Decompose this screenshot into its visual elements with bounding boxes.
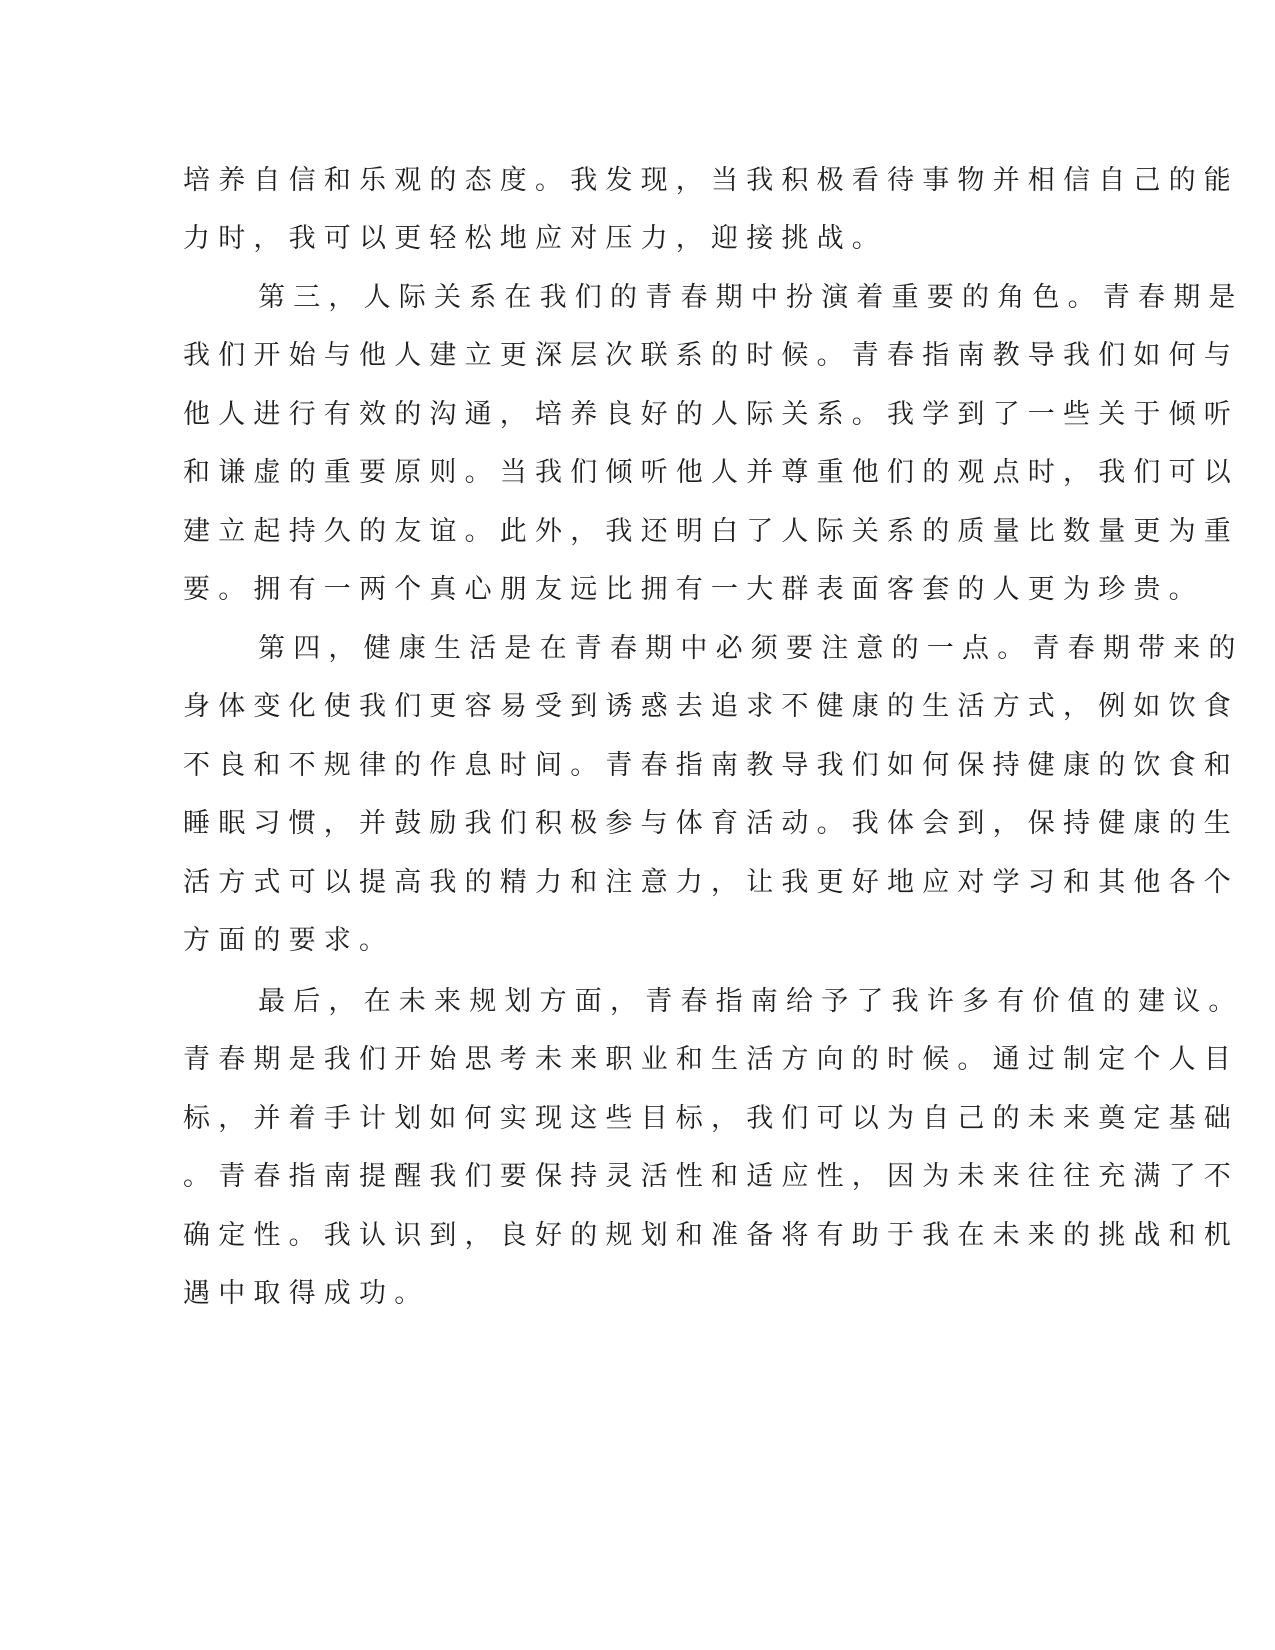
text-line: 方面的要求。: [183, 925, 395, 956]
text-line: 和谦虚的重要原则。当我们倾听他人并尊重他们的观点时，我们可以: [183, 457, 1239, 488]
text-line: 我们开始与他人建立更深层次联系的时候。青春指南教导我们如何与: [183, 340, 1239, 371]
paragraph-first-line: 最后，在未来规划方面，青春指南给予了我许多有价值的建议。: [258, 986, 1244, 1017]
text-line: 身体变化使我们更容易受到诱惑去追求不健康的生活方式，例如饮食: [183, 691, 1239, 722]
text-line: 建立起持久的友谊。此外，我还明白了人际关系的质量比数量更为重: [183, 516, 1239, 547]
text-line: 确定性。我认识到，良好的规划和准备将有助于我在未来的挑战和机: [183, 1220, 1239, 1251]
text-line: 要。拥有一两个真心朋友远比拥有一大群表面客套的人更为珍贵。: [183, 574, 1204, 605]
text-line: 遇中取得成功。: [183, 1278, 430, 1309]
paragraph-first-line: 第三，人际关系在我们的青春期中扮演着重要的角色。青春期是: [258, 282, 1244, 313]
paragraph-first-line: 第四，健康生活是在青春期中必须要注意的一点。青春期带来的: [258, 633, 1244, 664]
text-line: 睡眠习惯，并鼓励我们积极参与体育活动。我体会到，保持健康的生: [183, 808, 1239, 839]
text-line: 标，并着手计划如何实现这些目标，我们可以为自己的未来奠定基础: [183, 1103, 1239, 1134]
text-line: 活方式可以提高我的精力和注意力，让我更好地应对学习和其他各个: [183, 867, 1239, 898]
text-line: 力时，我可以更轻松地应对压力，迎接挑战。: [183, 223, 887, 254]
text-line: 不良和不规律的作息时间。青春指南教导我们如何保持健康的饮食和: [183, 750, 1239, 781]
text-line: 他人进行有效的沟通，培养良好的人际关系。我学到了一些关于倾听: [183, 399, 1239, 430]
text-line: 青春期是我们开始思考未来职业和生活方向的时候。通过制定个人目: [183, 1044, 1239, 1075]
text-line: 培养自信和乐观的态度。我发现，当我积极看待事物并相信自己的能: [183, 165, 1239, 196]
text-line: 。青春指南提醒我们要保持灵活性和适应性，因为未来往往充满了不: [183, 1161, 1239, 1192]
